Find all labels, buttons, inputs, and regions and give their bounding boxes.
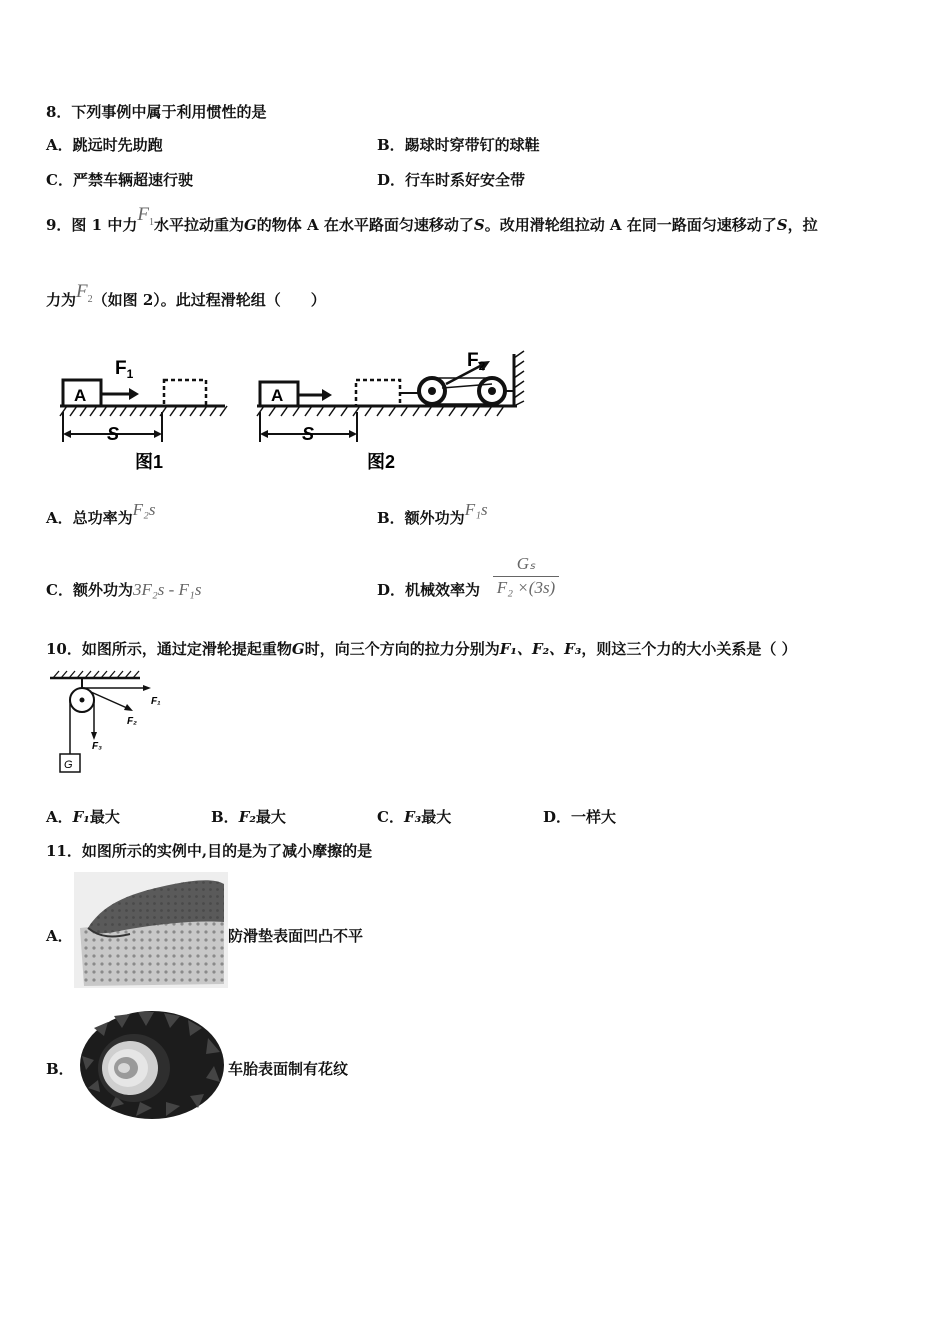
q10-option-b[interactable]: B．F₂最大 [211, 808, 286, 826]
q9-option-d-fraction [493, 554, 559, 598]
distance-label: S [107, 424, 120, 444]
q9-stem-line1: 9．图 1 中力$F_1$水平拉动重为G的物体 A 在水平路面匀速移动了S。改用滑轮组拉动 A 在同一路面匀速移动了S，拉 [46, 204, 818, 234]
f1-label: F₁ [151, 696, 161, 707]
f2-arrow [91, 692, 127, 708]
q10-option-d[interactable]: D．一样大 [543, 808, 617, 826]
q8-option-d[interactable]: D．行车时系好安全带 [377, 171, 526, 189]
q9-option-c[interactable]: C．额外功为3F₂s - F₁s [46, 580, 202, 599]
q8-option-c[interactable]: C．严禁车辆超速行驶 [46, 171, 193, 189]
block-a-label: A [74, 386, 87, 405]
q9-option-b[interactable]: B．额外功为F₁s [377, 500, 488, 527]
force-label-f2: $F_2$ [467, 350, 486, 373]
q8-option-b[interactable]: B．踢球时穿带钉的球鞋 [377, 136, 540, 154]
fraction-numerator: Gₛ [516, 554, 536, 573]
f2-label: F₂ [127, 716, 137, 727]
q10-option-c[interactable]: C．F₃最大 [377, 808, 452, 826]
q9-option-a-expr: F₂s [132, 500, 156, 519]
q9-figure-1 [55, 350, 235, 475]
q8-stem: 8．下列事例中属于利用惯性的是 [46, 103, 267, 121]
q8-option-a[interactable]: A．跳远时先助跑 [46, 136, 163, 154]
anti-slip-mat-image[interactable] [74, 872, 228, 988]
distance-label: S [302, 424, 315, 444]
q9-option-c-expr: 3F₂s - F₁s [132, 580, 202, 599]
q9-f1-symbol: $F_1$ [137, 204, 154, 228]
q11-option-b-text: 车胎表面制有花纹 [228, 1060, 349, 1078]
f3-label: F₃ [92, 741, 102, 752]
q9-figure-2 [252, 340, 537, 475]
q11-option-a-text: 防滑垫表面凹凸不平 [228, 927, 364, 945]
q10-stem: 10．如图所示，通过定滑轮提起重物G时，向三个方向的拉力分别为F₁、F₂、F₃，则这三个力的大小关系是（ ） [46, 640, 797, 658]
q9-stem-line2: 力为$F_2$（如图 2）。此过程滑轮组（ ） [46, 281, 326, 309]
q9-option-a[interactable]: A．总功率为F₂s [46, 500, 156, 527]
q9-f2-symbol: $F_2$ [76, 281, 93, 305]
force-label-f1: $F_1$ [115, 358, 134, 381]
dashed-position [356, 380, 400, 406]
q11-option-a-label[interactable]: A． [46, 927, 73, 945]
block-a-label: A [271, 386, 284, 405]
q9-option-d[interactable]: D．机械效率为 [377, 581, 481, 599]
q10-pulley-figure [45, 670, 180, 782]
dashed-position [164, 380, 206, 406]
weight-g-label: G [64, 759, 73, 771]
figure-1-caption: 图1 [135, 452, 164, 472]
q11-stem: 11．如图所示的实例中,目的是为了减小摩擦的是 [46, 842, 373, 860]
q11-option-b-label[interactable]: B． [46, 1060, 74, 1078]
figure-2-caption: 图2 [367, 452, 396, 472]
q10-option-a[interactable]: A．F₁最大 [46, 808, 120, 826]
fraction-denominator: F₂ ×(3s) [493, 576, 559, 598]
tire-image[interactable] [74, 1008, 228, 1122]
q9-option-b-expr: F₁s [464, 500, 488, 519]
